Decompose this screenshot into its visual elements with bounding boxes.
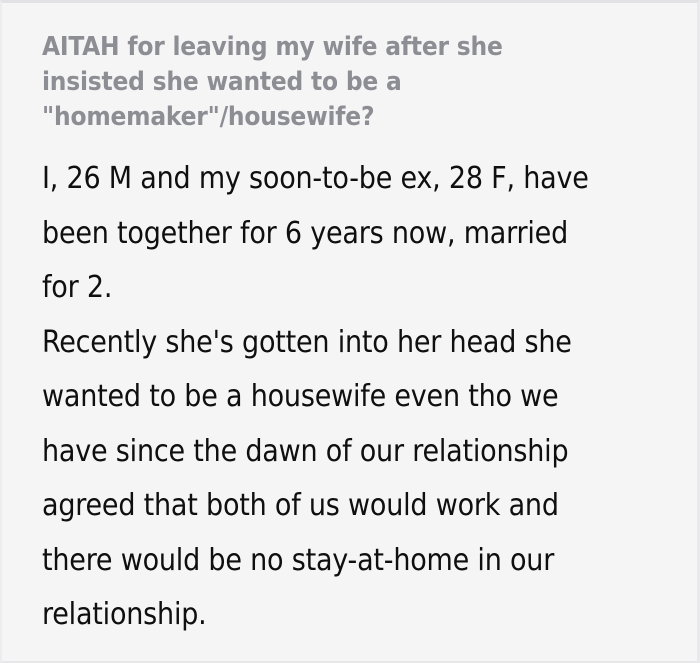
post-title-line: insisted she wanted to be a [42, 67, 402, 97]
post-body [42, 152, 697, 643]
post-body-line: have since the dawn of our relationship [42, 433, 569, 469]
post-body-line: been together for 6 years now, married [42, 215, 569, 251]
post-body-line: for 2. [42, 270, 113, 305]
post-title-line: "homemaker"/housewife? [42, 102, 375, 132]
post-body-line: relationship. [42, 597, 207, 632]
post-body-line: there would be no stay-at-home in our [42, 542, 555, 578]
post-body-line: agreed that both of us would work and [42, 488, 559, 523]
post-title [42, 30, 697, 135]
post-body-line: I, 26 M and my soon-to-be ex, 28 F, have [42, 161, 589, 196]
post-title-line: AITAH for leaving my wife after she [42, 32, 503, 62]
post-body-line: wanted to be a housewife even tho we [42, 379, 559, 414]
post-body-line: Recently she's gotten into her head she [42, 324, 572, 360]
